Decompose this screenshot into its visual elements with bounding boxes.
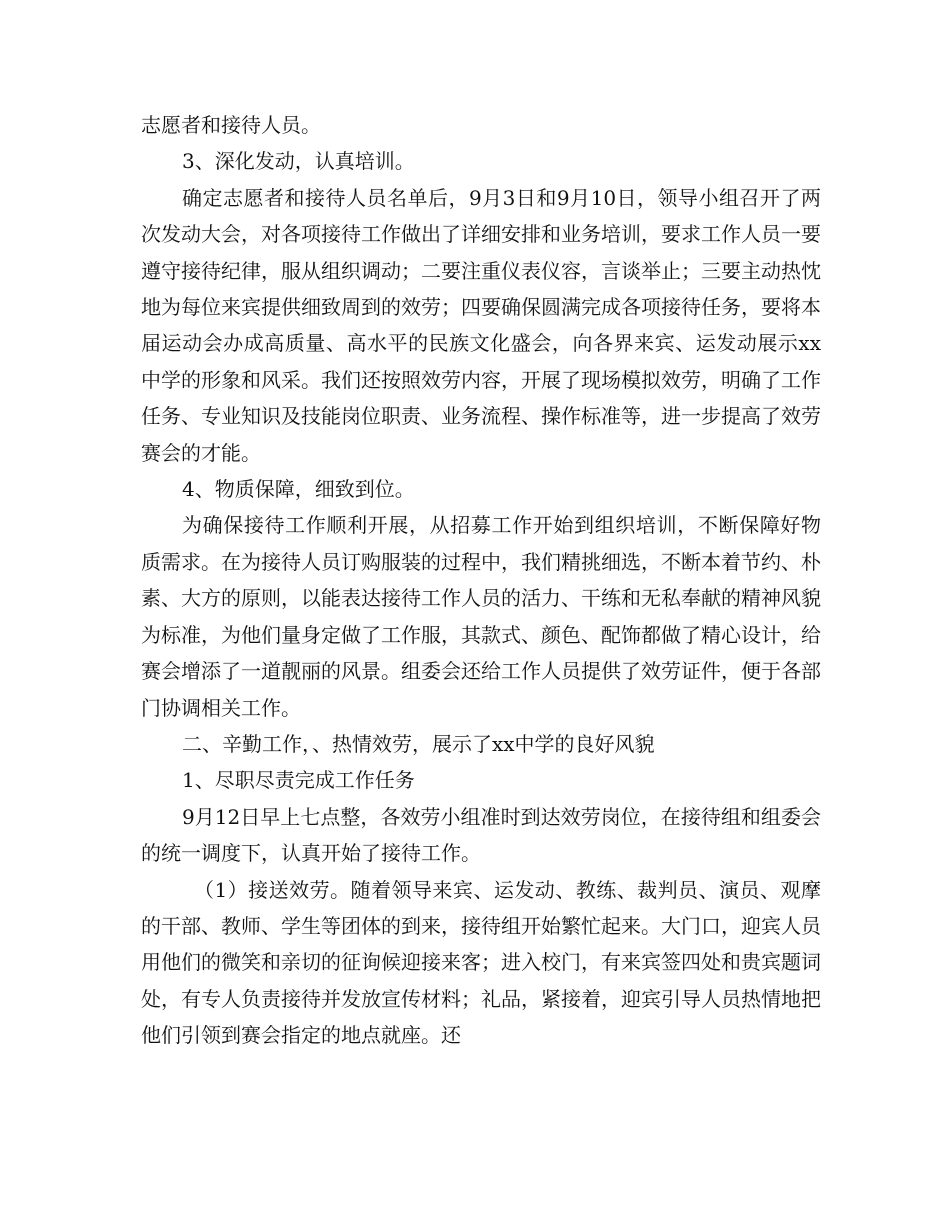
section-heading-part-2: 二、辛勤工作，、热情效劳，展示了xx中学的良好风貌 <box>182 731 655 756</box>
paragraph-schedule: 9月12日早上七点整，各效劳小组准时到达效劳岗位，在接待组和组委会的统一调度下，认真开始了接待工作。 <box>141 804 821 866</box>
paragraph-reception-service: （1）接送效劳。随着领导来宾、运发动、教练、裁判员、演员、观摩的干部、教师、学生等团体的到来，接待组开始繁忙起来。大门口，迎宾人员用他们的微笑和亲切的征询候迎接来客；进入校门，有来宾签四处和贵宾题词处，有专人负责接待并发放宣传材料；礼品，紧接着，迎宾引导人员热情地把他们引领到赛会指定的地点就座。还 <box>141 877 821 1048</box>
section-heading-1: 1、尽职尽责完成工作任务 <box>182 768 415 793</box>
paragraph-training: 确定志愿者和接待人员名单后，9月3日和9月10日，领导小组召开了两次发动大会，对各项接待工作做出了详细安排和业务培训，要求工作人员一要遵守接待纪律，服从组织调动；二要注重仪表仪容，言谈举止；三要主动热忱地为每位来宾提供细致周到的效劳；四要确保圆满完成各项接待任务，要将本届运动会办成高质量、高水平的民族文化盛会，向各界来宾、运发动展示xx中学的形象和风采。我们还按照效劳内容，开展了现场模拟效劳，明确了工作任务、专业知识及技能岗位职责、业务流程、操作标准等，进一步提高了效劳赛会的才能。 <box>141 185 821 465</box>
section-heading-4: 4、物质保障，细致到位。 <box>182 477 415 502</box>
document-body <box>141 107 821 1054</box>
section-heading-3: 3、深化发动，认真培训。 <box>182 149 415 174</box>
paragraph-continuation: 志愿者和接待人员。 <box>141 113 321 137</box>
paragraph-supplies: 为确保接待工作顺利开展，从招募工作开始到组织培训，不断保障好物质需求。在为接待人员订购服装的过程中，我们精挑细选，不断本着节约、朴素、大方的原则，以能表达接待工作人员的活力、干练和无私奉献的精神风貌为标准，为他们量身定做了工作服，其款式、颜色、配饰都做了精心设计，给赛会增添了一道靓丽的风景。组委会还给工作人员提供了效劳证件，便于各部门协调相关工作。 <box>141 513 821 720</box>
